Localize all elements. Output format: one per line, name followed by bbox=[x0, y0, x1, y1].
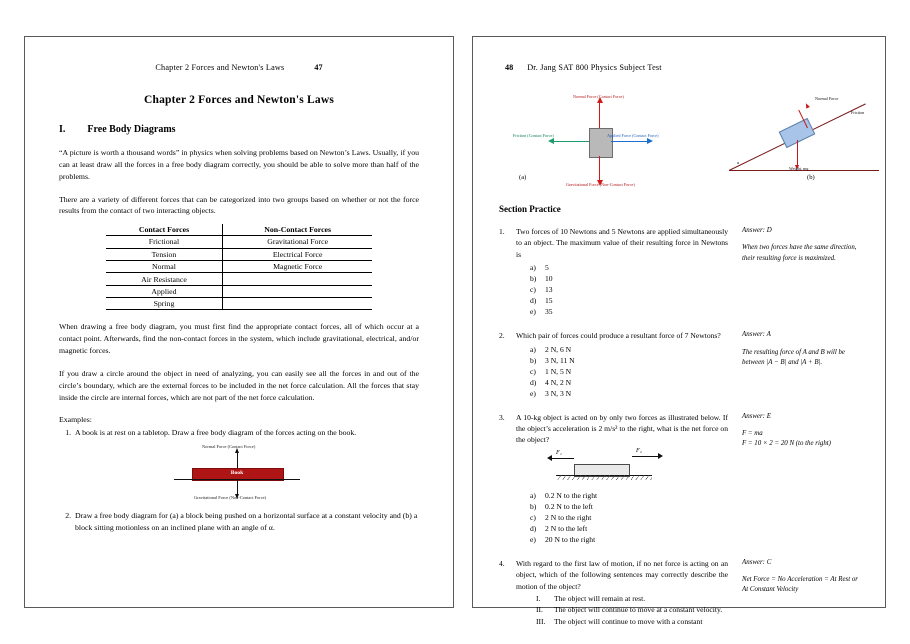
choice-i bbox=[536, 593, 728, 604]
choice-ii bbox=[536, 604, 728, 615]
choice-key: e) bbox=[530, 388, 536, 398]
choice-text: 15 bbox=[545, 296, 553, 306]
arrow-right-icon bbox=[658, 453, 663, 459]
choice-text: 0.2 N to the left bbox=[545, 501, 593, 511]
friction-force-arrow bbox=[553, 141, 589, 142]
list-item: 1. A book is at rest on a tabletop. Draw a free body diagram of the forces acting on the book. bbox=[73, 427, 419, 439]
normal-force-arrow bbox=[599, 102, 600, 128]
cell-contact: Spring bbox=[106, 298, 223, 310]
choice-text: 10 bbox=[545, 274, 553, 284]
applied-force-arrow bbox=[611, 141, 647, 142]
answer-explanation: The resulting force of A and B will be between |A − B| and |A + B|. bbox=[742, 348, 845, 366]
examples-list bbox=[59, 427, 419, 439]
question-text: A 10-kg object is acted on by only two forces as illustrated below. If the object’s acceleration is 2 m/s² to the right, what is the net force on the object? bbox=[516, 412, 728, 445]
gravity-force-arrow bbox=[599, 156, 600, 182]
choice-list bbox=[516, 262, 728, 317]
force-2-arrow bbox=[632, 456, 658, 457]
force-1-arrow bbox=[552, 458, 574, 459]
section-numeral: I. bbox=[59, 124, 66, 135]
section-title: Free Body Diagrams bbox=[87, 124, 176, 135]
page-number: 48 bbox=[505, 63, 514, 72]
cell-noncontact bbox=[223, 298, 373, 310]
column-header-contact: Contact Forces bbox=[106, 224, 223, 236]
table-row bbox=[106, 248, 372, 260]
answer-key: Answer: D bbox=[742, 227, 772, 234]
normal-force-arrow bbox=[237, 452, 238, 468]
choice-b bbox=[530, 501, 728, 512]
book-free-body-diagram bbox=[144, 444, 334, 502]
cell-noncontact: Magnetic Force bbox=[223, 260, 373, 272]
gravity-force-arrow bbox=[797, 140, 798, 166]
paragraph-1: “A picture is worth a thousand words” in physics when solving problems based on Newton’s Laws. Usually, if you can at least draw all the forces in a free body diagram correctly, you should be able to solve more than half of the problems. bbox=[59, 148, 419, 181]
diagram-b-sublabel: (b) bbox=[807, 174, 815, 181]
answer-sidebar bbox=[728, 226, 863, 317]
diagram-a-sublabel: (a) bbox=[519, 174, 527, 181]
table-header-row bbox=[106, 224, 372, 236]
question-body bbox=[516, 412, 728, 545]
choice-key: c) bbox=[530, 285, 536, 295]
choice-e bbox=[530, 306, 728, 317]
question-4 bbox=[499, 558, 863, 627]
cell-contact: Frictional bbox=[106, 236, 223, 248]
diagram-a-horizontal-surface bbox=[511, 94, 701, 190]
force-2-label: F₂ bbox=[636, 446, 642, 454]
gravity-force-label: Gravitational Force (Non-Contact Force) bbox=[194, 495, 267, 501]
choice-key: e) bbox=[530, 534, 536, 544]
question-body bbox=[516, 226, 728, 317]
choice-text: 20 N to the right bbox=[545, 534, 596, 544]
table-row bbox=[106, 236, 372, 248]
arrow-up-icon bbox=[804, 102, 810, 108]
right-page-content bbox=[473, 37, 885, 626]
answer-sidebar bbox=[728, 412, 863, 545]
friction-force-label: Friction (Contact Force) bbox=[513, 133, 554, 138]
choice-key: b) bbox=[530, 274, 537, 284]
cell-noncontact: Electrical Force bbox=[223, 248, 373, 260]
cell-noncontact bbox=[223, 273, 373, 285]
choice-text: 13 bbox=[545, 285, 553, 295]
cell-noncontact: Gravitational Force bbox=[223, 236, 373, 248]
question-body bbox=[516, 330, 728, 398]
cell-contact: Tension bbox=[106, 248, 223, 260]
answer-explanation: F = ma bbox=[742, 429, 763, 437]
choice-key: e) bbox=[530, 307, 536, 317]
choice-a bbox=[530, 490, 728, 501]
cell-contact: Applied bbox=[106, 285, 223, 297]
answer-explanation-2: F = 10 × 2 = 20 N (to the right) bbox=[742, 440, 831, 448]
question-body bbox=[516, 558, 728, 627]
table-row bbox=[106, 260, 372, 272]
choice-e bbox=[530, 388, 728, 399]
choice-key: I. bbox=[536, 593, 541, 603]
choice-d bbox=[530, 523, 728, 534]
choice-key: a) bbox=[530, 263, 536, 273]
paragraph-4: If you draw a circle around the object in need of analyzing, you can easily see all the forces in and out of the circle’s boundary, which are the external forces to be included in the net force calculation. All the forces that stay inside the circle are internal forces, which are not part of the net force calculation. bbox=[59, 369, 419, 402]
choice-text: 1 N, 5 N bbox=[545, 366, 572, 376]
question-number: 1. bbox=[499, 227, 505, 236]
question-text: Two forces of 10 Newtons and 5 Newtons are applied simultaneously to an object. The maximum value of their resulting force in Newtons is bbox=[516, 227, 728, 259]
cell-contact: Air Resistance bbox=[106, 273, 223, 285]
choice-d bbox=[530, 377, 728, 388]
force-1-label: F₁ bbox=[556, 448, 562, 456]
choice-text: The object will remain at rest. bbox=[554, 593, 646, 603]
left-page-content bbox=[25, 37, 453, 607]
choice-d bbox=[530, 295, 728, 306]
page-number: 47 bbox=[314, 63, 323, 72]
paragraph-3: When drawing a free body diagram, you must first find the appropriate contact forces, all of which occur at a contact point. Afterwards, find the non-contact forces in the system, which include gravitational, electrical, and/or magnetic forces. bbox=[59, 322, 419, 356]
choice-e bbox=[530, 534, 728, 545]
answer-explanation: Net Force = No Acceleration = At Rest or At Constant Velocity bbox=[742, 576, 858, 594]
choice-text: 2 N to the left bbox=[545, 523, 588, 533]
choice-text: 0.2 N to the right bbox=[545, 490, 598, 500]
choice-a bbox=[530, 262, 728, 273]
answer-sidebar bbox=[728, 330, 863, 398]
cell-noncontact bbox=[223, 285, 373, 297]
friction-force-label: Friction bbox=[851, 110, 865, 115]
question-2 bbox=[499, 330, 863, 398]
choice-b bbox=[530, 355, 728, 366]
normal-force-label: Normal Force bbox=[815, 96, 839, 101]
answer-key: Answer: C bbox=[742, 558, 772, 566]
choice-text: The object will continue to move at a constant velocity. bbox=[554, 605, 723, 615]
table-row bbox=[106, 285, 372, 297]
choice-list bbox=[516, 344, 728, 399]
answer-key: Answer: A bbox=[742, 331, 771, 339]
left-page bbox=[24, 36, 454, 608]
question-number: 3. bbox=[499, 412, 505, 422]
table-row bbox=[106, 273, 372, 285]
choice-text: 35 bbox=[545, 307, 553, 317]
choice-key: c) bbox=[530, 512, 536, 522]
choice-c bbox=[530, 512, 728, 523]
roman-choice-list bbox=[516, 593, 728, 627]
choice-text: 3 N, 11 N bbox=[545, 355, 575, 365]
weight-label: Weight, mg bbox=[789, 166, 809, 171]
applied-force-label: Applied Force (Contact Force) bbox=[607, 133, 659, 138]
normal-force-label: Normal Force (Contact Force) bbox=[202, 444, 256, 450]
running-head-title: Dr. Jang SAT 800 Physics Subject Test bbox=[527, 63, 662, 72]
book-block-label: Book bbox=[230, 470, 244, 477]
answer-key: Answer: E bbox=[742, 412, 771, 420]
choice-key: II. bbox=[536, 605, 543, 615]
list-item: 2. Draw a free body diagram for (a) a block being pushed on a horizontal surface at a constant velocity and (b) a block sitting motionless on an inclined plane with an angle of α. bbox=[73, 510, 419, 534]
choice-key: d) bbox=[530, 377, 537, 387]
choice-text: The object will continue to move with a constant bbox=[554, 616, 703, 626]
gravity-force-label: Gravitational Force (Non-Contact Force) bbox=[566, 182, 635, 187]
choice-key: a) bbox=[530, 490, 536, 500]
arrow-right-icon bbox=[647, 138, 653, 144]
question-text: With regard to the first law of motion, if no net force is acting on an object, which of the following sentences may correctly describe the motion of the object? bbox=[516, 558, 728, 591]
question-1 bbox=[499, 226, 863, 317]
question-number: 2. bbox=[499, 331, 505, 341]
examples-list-continued bbox=[59, 510, 419, 534]
question-3 bbox=[499, 412, 863, 545]
choice-text: 4 N, 2 N bbox=[545, 377, 572, 387]
answer-sidebar bbox=[728, 558, 863, 627]
choice-key: III. bbox=[536, 616, 546, 626]
normal-force-label: Normal Force (Contact Force) bbox=[573, 94, 624, 99]
cell-contact: Normal bbox=[106, 260, 223, 272]
choice-text: 5 bbox=[545, 263, 549, 273]
question-text: Which pair of forces could produce a resultant force of 7 Newtons? bbox=[516, 331, 721, 341]
running-head-left bbox=[59, 63, 419, 72]
choice-a bbox=[530, 344, 728, 355]
choice-key: c) bbox=[530, 366, 536, 376]
ground-hatching bbox=[556, 475, 652, 480]
running-head-right bbox=[499, 63, 863, 72]
choice-text: 2 N, 6 N bbox=[545, 344, 572, 354]
examples-label: Examples: bbox=[59, 414, 92, 424]
column-header-noncontact: Non-Contact Forces bbox=[223, 224, 373, 236]
diagram-b-inclined-plane bbox=[711, 94, 886, 190]
section-heading bbox=[59, 124, 419, 135]
choice-key: b) bbox=[530, 355, 537, 365]
free-body-diagrams-row bbox=[499, 94, 863, 190]
choice-key: b) bbox=[530, 501, 537, 511]
gravity-force-arrow bbox=[237, 479, 238, 495]
chapter-title: Chapter 2 Forces and Newton's Laws bbox=[143, 94, 335, 106]
table-row bbox=[106, 298, 372, 310]
right-page bbox=[472, 36, 886, 626]
forces-table bbox=[106, 224, 372, 310]
choice-key: d) bbox=[530, 296, 537, 306]
choice-text: 3 N, 3 N bbox=[545, 388, 572, 398]
choice-b bbox=[530, 273, 728, 284]
angle-label: α bbox=[737, 160, 740, 165]
choice-c bbox=[530, 284, 728, 295]
answer-explanation: When two forces have the same direction, their resulting force is maximized. bbox=[742, 244, 857, 262]
choice-text: 2 N to the right bbox=[545, 512, 592, 522]
section-practice-title: Section Practice bbox=[499, 204, 561, 214]
choice-iii bbox=[536, 616, 728, 627]
choice-key: d) bbox=[530, 523, 537, 533]
choice-c bbox=[530, 366, 728, 377]
running-head-title: Chapter 2 Forces and Newton's Laws bbox=[155, 63, 285, 72]
choice-list bbox=[516, 490, 728, 545]
two-force-block-figure bbox=[532, 446, 682, 488]
choice-key: a) bbox=[530, 344, 536, 354]
question-number: 4. bbox=[499, 558, 505, 568]
paragraph-2: There are a variety of different forces that can be categorized into two groups based on whether or not the force results from the contact of two interacting objects. bbox=[59, 194, 419, 216]
